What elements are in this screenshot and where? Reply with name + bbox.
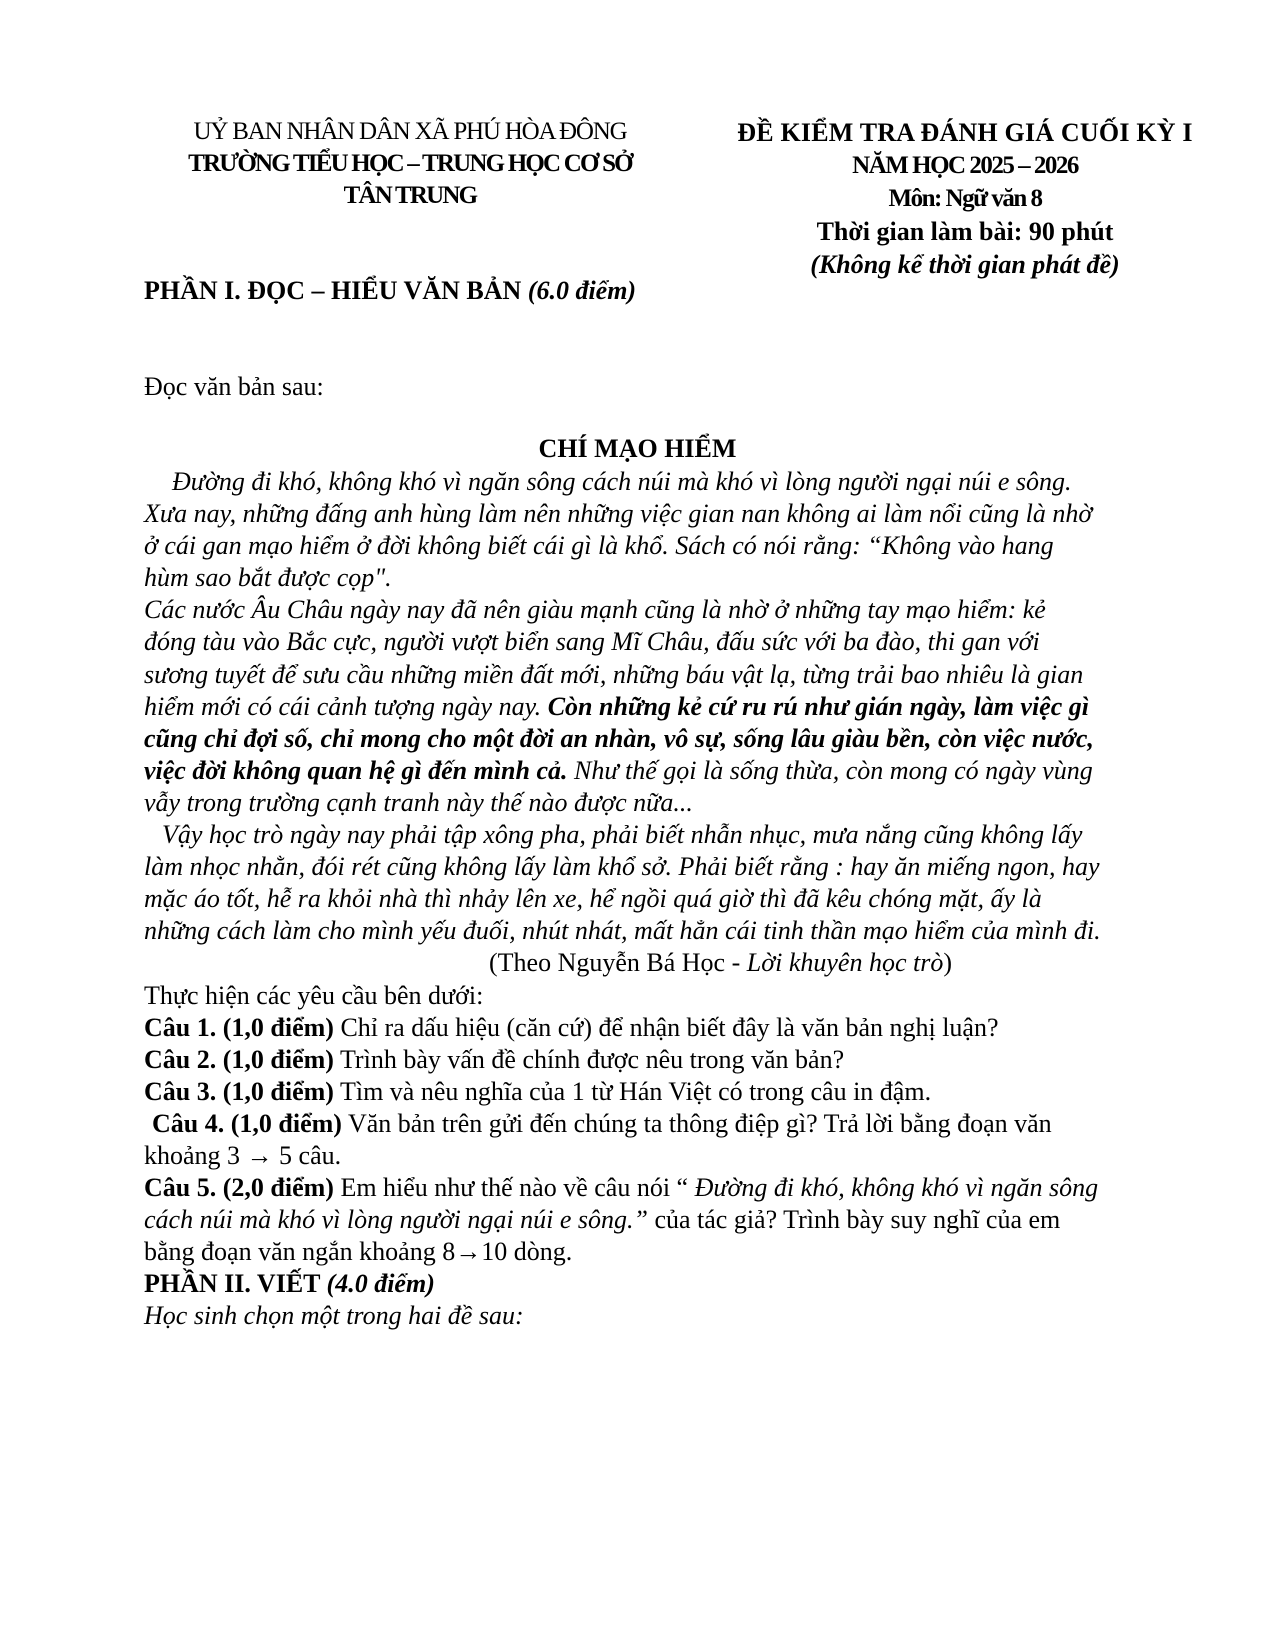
question-4-text: Văn bản trên gửi đến chúng ta thông điệp gì? Trả lời bằng đoạn văn khoảng 3 → 5 câu. (144, 1108, 1052, 1170)
exam-title: ĐỀ KIỂM TRA ĐÁNH GIÁ CUỐI KỲ I (737, 118, 1193, 147)
question-5-text-end: của tác giả? Trình bày suy nghĩ của em bằng đoạn văn ngắn khoảng 8→10 dòng. (144, 1205, 1061, 1267)
part2-points: (4.0 điểm) (326, 1269, 435, 1299)
part2-heading (144, 1268, 1104, 1300)
passage-paragraph-1: Đường đi khó, không khó vì ngăn sông cách núi mà khó vì lòng người ngại núi e sông. Xưa nay, những đấng anh hùng làm nên những việc gian nan không ai làm nổi cũng là nhờ ở cái gan mạo hiểm ở đời không biết cái gì là khổ. Sách có nói rằng: “Không vào hang hùm sao bắt được cọp". (144, 467, 1093, 593)
school-name-line2: TÂN TRUNG (343, 182, 477, 209)
exam-header (685, 116, 1245, 281)
part1-heading (144, 276, 636, 306)
question-2-label: Câu 2. (1,0 điểm) (144, 1044, 334, 1074)
reading-intro: Đọc văn bản sau: (144, 372, 324, 401)
source-close: ) (943, 948, 952, 978)
time-limit: Thời gian làm bài: 90 phút (816, 217, 1114, 246)
part2-intro: Học sinh chọn một trong hai đề sau: (144, 1301, 524, 1331)
part1-title: PHẦN I. ĐỌC – HIỂU VĂN BẢN (144, 276, 522, 305)
passage-paragraph-2-start: Các nước Âu Châu ngày nay đã nên giàu mạnh cũng là nhờ ở những tay mạo hiểm: kẻ đóng tàu vào Bắc cực, người vượt biển sang Mĩ Châu, đấu sức với ba đào, thi gan với sương tuyết để sưu cầu những miền đất mới, những báu vật lạ, từng trải bao nhiêu là gian hiểm mới có cái cảnh tượng ngày nay. (144, 595, 1084, 721)
source-author: (Theo Nguyễn Bá Học - (489, 948, 747, 978)
school-year: NĂM HỌC 2025 – 2026 (852, 152, 1078, 179)
school-name-line1: TRƯỜNG TIỂU HỌC – TRUNG HỌC CƠ SỞ (188, 150, 632, 177)
question-5-text-start: Em hiểu như thế nào về câu nói “ (333, 1173, 695, 1203)
question-1 (144, 1012, 1104, 1044)
question-3-text: Tìm và nêu nghĩa của 1 từ Hán Việt có trong câu in đậm. (333, 1076, 932, 1106)
question-4 (144, 1108, 1104, 1172)
question-4-label: Câu 4. (1,0 điểm) (152, 1108, 342, 1138)
part2-title: PHẦN II. VIẾT (144, 1269, 321, 1299)
question-5-label: Câu 5. (2,0 điểm) (144, 1173, 334, 1203)
source-work: Lời khuyên học trò (746, 948, 944, 978)
part1-points: (6.0 điểm) (527, 276, 637, 305)
question-5-quote: Đường đi khó, không khó vì ngăn sông cách núi mà khó vì lòng người ngại núi e sông.” (144, 1173, 1099, 1235)
question-2 (144, 1044, 1104, 1076)
passage-paragraph-3: Vậy học trò ngày nay phải tập xông pha, phải biết nhẫn nhục, mưa nắng cũng không lấy làm nhọc nhằn, đói rét cũng không lấy làm khổ sở. Phải biết rằng : hay ăn miếng ngon, hay mặc áo tốt, hễ ra khỏi nhà thì nhảy lên xe, hể ngồi quá giờ thì đã kêu chóng mặt, ấy là những cách làm cho mình yếu đuối, nhút nhát, mất hẳn cái tinh thần mạo hiểm của mình đi. (144, 820, 1101, 946)
question-3 (144, 1076, 1104, 1108)
time-note: (Không kể thời gian phát đề) (810, 250, 1120, 279)
question-1-label: Câu 1. (1,0 điểm) (144, 1012, 334, 1042)
passage-title: CHÍ MẠO HIỂM (538, 434, 737, 463)
passage-paragraph-2 (144, 594, 1104, 819)
passage-source (144, 947, 1104, 979)
school-header (150, 116, 670, 212)
passage-paragraph-2-end: Như thế gọi là sống thừa, còn mong có ngày vùng vẫy trong trường cạnh tranh này thế nào được nữa... (144, 755, 1093, 817)
document-body (144, 466, 1104, 1333)
question-1-text: Chỉ ra dấu hiệu (căn cứ) để nhận biết đây là văn bản nghị luận? (333, 1012, 999, 1042)
subject: Môn: Ngữ văn 8 (888, 185, 1042, 212)
question-2-text: Trình bày vấn đề chính được nêu trong văn bản? (333, 1044, 845, 1074)
authority-name: UỶ BAN NHÂN DÂN XÃ PHÚ HÒA ĐÔNG (193, 118, 627, 145)
passage-bold-sentence: Còn những kẻ cứ ru rú như gián ngày, làm việc gì cũng chỉ đợi số, chỉ mong cho một đời an nhàn, vô sự, sống lâu giàu bền, còn việc nước, việc đời không quan hệ gì đến mình cả. (144, 691, 1094, 785)
question-5 (144, 1172, 1104, 1268)
question-3-label: Câu 3. (1,0 điểm) (144, 1076, 334, 1106)
questions-intro: Thực hiện các yêu cầu bên dưới: (144, 980, 484, 1010)
